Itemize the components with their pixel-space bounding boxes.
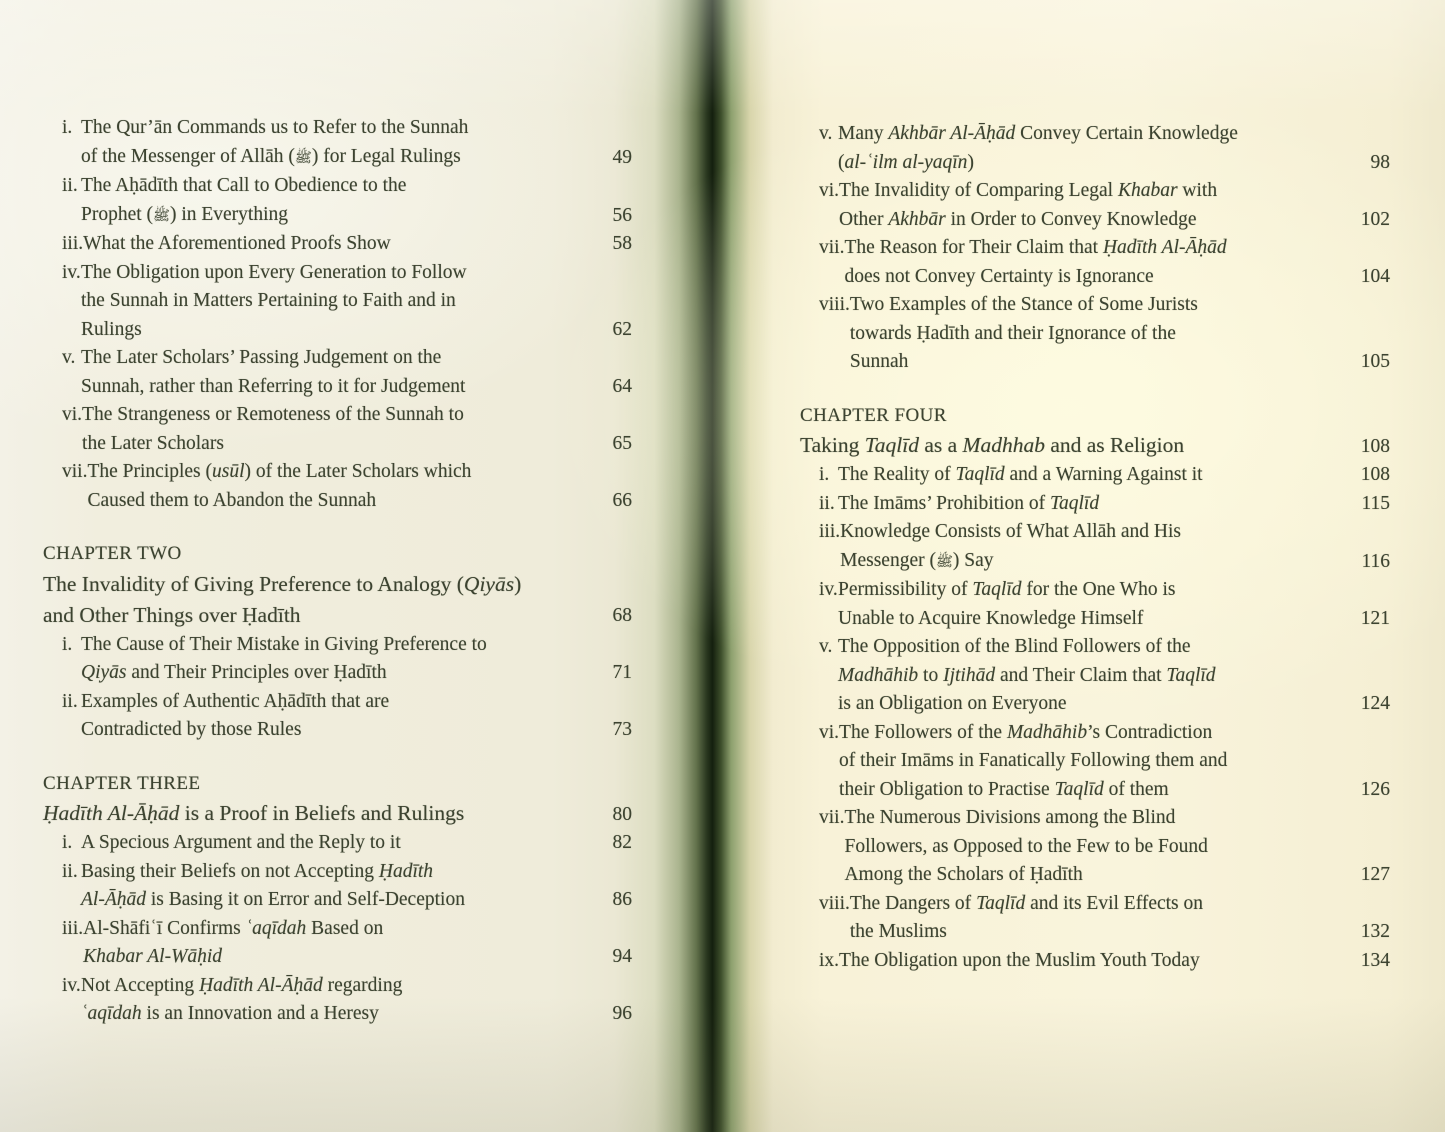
entry-roman-numeral: ii. [62, 860, 78, 882]
entry-roman-numeral: ix. [819, 949, 840, 971]
toc-entry [43, 858, 632, 915]
entry-text-line: Followers, as Opposed to the Few to be Found [844, 835, 1208, 857]
entry-text-line: Permissibility of Taqlīd for the One Who is [838, 579, 1176, 600]
transliterated-term: Akhbār Al-Āḥād [888, 123, 1016, 144]
entry-text-line: of the Messenger of Allāh (ﷺ) for Legal Rulings [81, 145, 461, 167]
toc-entry [43, 259, 632, 345]
entry-text [81, 972, 580, 1029]
toc-entry [800, 490, 1390, 519]
toc-entry [43, 344, 632, 401]
entry-text-line: towards Ḥadīth and their Ignorance of the [849, 322, 1176, 344]
entry-page-number: 62 [612, 318, 632, 340]
entry-text [838, 633, 1338, 719]
entry-text-line: Caused them to Abandon the Sunnah [87, 489, 377, 511]
transliterated-term: al-ʿilm al-yaqīn [844, 151, 968, 173]
toc-entry [800, 804, 1390, 890]
entry-text [81, 631, 580, 688]
entry-page-number: 105 [1360, 351, 1390, 372]
transliterated-term: Khabar [1117, 180, 1178, 201]
entry-text-line: The Cause of Their Mistake in Giving Preference to [81, 633, 487, 655]
transliterated-term: Ḥadīth Al-Āḥād [1102, 237, 1227, 258]
entry-roman-numeral: ii. [62, 175, 78, 196]
entry-text-line: The Reality of Taqlīd and a Warning Against it [838, 464, 1203, 485]
entry-text-line: Ḥadīth Al-Āḥād is a Proof in Beliefs and Rulings [43, 801, 465, 825]
entry-page-number: 68 [612, 605, 632, 626]
entry-text-line: Madhāhib to Ijtihād and Their Claim that Taqlīd [838, 664, 1216, 686]
entry-text [43, 798, 580, 829]
transliterated-term: Ḥadīth Al-Āḥād [43, 801, 180, 825]
entry-text-line: The Obligation upon Every Generation to Follow [81, 261, 467, 283]
entry-text-line: of their Imāms in Fanatically Following them and [839, 750, 1228, 771]
toc-entry [43, 172, 632, 230]
entry-page-number: 66 [612, 489, 632, 511]
right-page-toc [800, 120, 1390, 975]
entry-text-line: ʿaqīdah is an Innovation and a Heresy [81, 1003, 379, 1024]
toc-entry [800, 234, 1390, 291]
entry-page-number: 115 [1361, 492, 1390, 514]
entry-text [43, 569, 580, 631]
entry-roman-numeral: v. [819, 636, 833, 657]
entry-page-number: 132 [1360, 921, 1390, 942]
entry-text-line: Contradicted by those Rules [81, 719, 302, 740]
entry-page-number: 124 [1360, 693, 1390, 714]
toc-entry [800, 719, 1390, 805]
left-page-toc [43, 114, 632, 1029]
entry-text-line: The Invalidity of Comparing Legal Khabar with [839, 180, 1218, 201]
entry-text-line: Sunnah [849, 351, 909, 372]
entry-roman-numeral: ii. [62, 690, 78, 712]
entry-text [81, 259, 580, 345]
entry-text [850, 291, 1338, 377]
entry-text-line: Prophet (ﷺ) in Everything [81, 203, 289, 225]
toc-entry [800, 461, 1390, 490]
entry-page-number: 49 [612, 146, 632, 168]
entry-text [850, 890, 1338, 947]
entry-text-line: Basing their Beliefs on not Accepting Ḥadīth [81, 860, 434, 882]
entry-text-line: the Sunnah in Matters Pertaining to Faith and in [81, 290, 456, 311]
entry-text-line: Many Akhbār Al-Āḥād Convey Certain Knowledge [838, 123, 1238, 144]
toc-section [43, 770, 632, 1029]
entry-text-line: A Specious Argument and the Reply to it [81, 832, 401, 853]
entry-text-line: What the Aforementioned Proofs Show [83, 233, 391, 254]
entry-text [838, 576, 1338, 633]
transliterated-term: Taqlīd [864, 433, 919, 457]
toc-entry [43, 114, 632, 172]
entry-page-number: 108 [1360, 435, 1390, 457]
toc-entry [43, 631, 632, 688]
entry-text [838, 490, 1338, 519]
honorific-symbol: ﷺ [153, 207, 170, 224]
entry-text-line: Unable to Acquire Knowledge Himself [838, 607, 1144, 629]
entry-roman-numeral: iv. [62, 974, 81, 996]
toc-entry [43, 915, 632, 972]
entry-roman-numeral: ii. [819, 492, 835, 514]
entry-text-line: The Obligation upon the Muslim Youth Today [839, 949, 1200, 971]
transliterated-term: Madhāhib [1006, 721, 1088, 743]
entry-text-line: Among the Scholars of Ḥadīth [844, 864, 1083, 885]
transliterated-term: Qiyās [81, 662, 127, 683]
transliterated-term: Akhbār [888, 208, 946, 230]
toc-entry [800, 518, 1390, 576]
entry-page-number: 73 [612, 719, 632, 740]
entry-page-number: 58 [612, 233, 632, 254]
entry-text-line: Messenger (ﷺ) Say [840, 549, 994, 571]
entry-text [838, 461, 1338, 490]
entry-text [844, 234, 1338, 291]
entry-text-line: does not Convey Certainty is Ignorance [844, 265, 1154, 287]
entry-roman-numeral: i. [819, 464, 830, 485]
entry-roman-numeral: vii. [819, 237, 845, 258]
entry-page-number: 102 [1360, 208, 1390, 230]
toc-entry [43, 688, 632, 745]
entry-roman-numeral: viii. [819, 892, 850, 914]
transliterated-term: Taqlīd [1049, 492, 1100, 514]
entry-text-line: Examples of Authentic Aḥādīth that are [81, 690, 390, 712]
transliterated-term: Khabar Al-Wāḥid [83, 946, 222, 967]
entry-page-number: 127 [1360, 864, 1390, 885]
transliterated-term: Ḥadīth [378, 860, 434, 882]
entry-roman-numeral: v. [62, 347, 76, 368]
entry-roman-numeral: i. [62, 832, 73, 853]
toc-entry [800, 120, 1390, 177]
chapter-heading: CHAPTER THREE [43, 772, 201, 794]
entry-text-line: (al-ʿilm al-yaqīn) [838, 151, 974, 173]
toc-entry [800, 576, 1390, 633]
entry-text [81, 688, 580, 745]
entry-text-line: The Invalidity of Giving Preference to Analogy (Qiyās) [43, 571, 522, 596]
toc-entry [43, 230, 632, 259]
entry-text-line: The Reason for Their Claim that Ḥadīth Al-Āḥād [844, 237, 1227, 258]
entry-page-number: 108 [1360, 464, 1390, 485]
entry-text-line: Qiyās and Their Principles over Ḥadīth [81, 662, 387, 683]
transliterated-term: usūl [212, 461, 245, 482]
entry-page-number: 86 [612, 889, 632, 910]
transliterated-term: Taqlīd [976, 892, 1026, 914]
entry-text-line: is an Obligation on Everyone [838, 693, 1067, 714]
entry-roman-numeral: iii. [62, 233, 84, 254]
chapter-title-entry [800, 430, 1390, 461]
transliterated-term: Madhāhib [838, 664, 919, 686]
entry-text-line: their Obligation to Practise Taqlīd of them [839, 778, 1169, 800]
entry-page-number: 80 [612, 803, 632, 825]
entry-text [839, 719, 1338, 805]
entry-text-line: Other Akhbār in Order to Convey Knowledge [839, 208, 1197, 230]
toc-entry [43, 458, 632, 515]
entry-page-number: 82 [612, 832, 632, 853]
entry-text-line: The Followers of the Madhāhib’s Contradiction [839, 721, 1213, 743]
entry-text-line: Knowledge Consists of What Allāh and His [840, 521, 1182, 542]
entry-text [839, 177, 1338, 234]
entry-text-line: Two Examples of the Stance of Some Jurists [849, 294, 1198, 315]
entry-page-number: 134 [1360, 949, 1390, 971]
entry-page-number: 116 [1361, 550, 1390, 572]
entry-text-line: The Dangers of Taqlīd and its Evil Effects on [849, 892, 1204, 914]
entry-text-line: Al-Āḥād is Basing it on Error and Self-Deception [81, 889, 465, 910]
entry-text-line: The Qur’ān Commands us to Refer to the Sunnah [81, 117, 469, 138]
entry-roman-numeral: iii. [62, 917, 84, 939]
entry-text [840, 518, 1338, 576]
transliterated-term: Taqlīd [1166, 664, 1216, 686]
transliterated-term: Taqlīd [955, 464, 1005, 485]
entry-roman-numeral: vii. [62, 461, 88, 482]
entry-page-number: 104 [1360, 265, 1390, 287]
chapter-heading: CHAPTER FOUR [800, 404, 947, 426]
entry-roman-numeral: i. [62, 633, 73, 655]
honorific-symbol: ﷺ [935, 553, 953, 570]
entry-roman-numeral: iv. [62, 261, 81, 283]
transliterated-term: Qiyās [463, 571, 515, 596]
entry-text-line: The Principles (usūl) of the Later Scholars which [87, 461, 472, 482]
entry-roman-numeral: iii. [819, 521, 841, 542]
chapter-title-entry [43, 798, 632, 829]
transliterated-term: Taqlīd [972, 579, 1022, 600]
toc-section [43, 114, 632, 515]
entry-text-line [83, 943, 580, 972]
toc-entry [800, 291, 1390, 377]
transliterated-term: ʿaqīdah [245, 917, 307, 939]
toc-entry [43, 401, 632, 458]
entry-text [81, 829, 580, 858]
entry-text [839, 947, 1338, 976]
entry-page-number: 121 [1360, 607, 1390, 629]
entry-text [83, 915, 580, 972]
toc-entry [800, 890, 1390, 947]
entry-text [81, 114, 580, 172]
entry-text [82, 401, 580, 458]
chapter-title-entry [43, 569, 632, 631]
entry-text [81, 172, 580, 230]
entry-roman-numeral: i. [62, 117, 73, 138]
toc-entry [800, 177, 1390, 234]
entry-text-line: The Aḥādīth that Call to Obedience to the [81, 175, 407, 196]
entry-text-line: The Later Scholars’ Passing Judgement on the [81, 347, 442, 368]
toc-entry [800, 633, 1390, 719]
entry-roman-numeral: vii. [819, 807, 845, 828]
entry-text-line: Rulings [81, 318, 142, 340]
entry-text-line: Not Accepting Ḥadīth Al-Āḥād regarding [81, 974, 403, 996]
entry-text-line: The Strangeness or Remoteness of the Sunnah to [82, 404, 464, 425]
entry-roman-numeral: v. [819, 123, 833, 144]
toc-section [800, 120, 1390, 377]
entry-text [800, 430, 1338, 461]
entry-roman-numeral: vi. [819, 721, 840, 743]
entry-text [83, 230, 580, 259]
toc-entry [43, 829, 632, 858]
transliterated-term: Ḥadīth Al-Āḥād [199, 974, 323, 996]
entry-text [87, 458, 580, 515]
entry-page-number: 56 [612, 204, 632, 226]
entry-text-line: Sunnah, rather than Referring to it for Judgement [81, 375, 466, 397]
entry-page-number: 96 [612, 1003, 632, 1024]
entry-roman-numeral: vi. [62, 404, 83, 425]
entry-page-number: 71 [612, 662, 632, 683]
entry-text-line: The Imāms’ Prohibition of Taqlīd [838, 492, 1100, 514]
entry-page-number: 64 [612, 375, 632, 397]
entry-page-number: 126 [1360, 778, 1390, 800]
transliterated-term: Madhhab [962, 433, 1045, 457]
transliterated-term: Al-Āḥād [81, 889, 146, 910]
entry-page-number: 98 [1370, 151, 1390, 173]
entry-text-line: The Numerous Divisions among the Blind [844, 807, 1176, 828]
entry-page-number: 94 [612, 946, 632, 967]
entry-page-number: 65 [612, 432, 632, 454]
chapter-heading: CHAPTER TWO [43, 543, 182, 564]
entry-text-line: The Opposition of the Blind Followers of the [838, 636, 1191, 657]
transliterated-term: ʿaqīdah [81, 1003, 142, 1024]
entry-text [81, 858, 580, 915]
entry-text-line: Taking Taqlīd as a Madhhab and as Religion [800, 433, 1185, 457]
honorific-symbol: ﷺ [294, 149, 312, 166]
entry-roman-numeral: vi. [819, 180, 840, 201]
entry-text [844, 804, 1338, 890]
entry-roman-numeral: iv. [819, 579, 838, 600]
entry-text [81, 344, 580, 401]
toc-section [800, 402, 1390, 976]
entry-text-line: the Muslims [849, 921, 947, 942]
entry-text-line: the Later Scholars [82, 432, 224, 454]
toc-section [43, 540, 632, 745]
transliterated-term: Taqlīd [1054, 778, 1104, 800]
entry-text-line: and Other Things over Ḥadīth [43, 602, 301, 627]
entry-text-line: Al-Shāfiʿī Confirms ʿaqīdah Based on [83, 917, 384, 939]
toc-entry [43, 972, 632, 1029]
transliterated-term: Ijtihād [943, 664, 996, 686]
entry-roman-numeral: viii. [819, 294, 850, 315]
entry-text [838, 120, 1338, 177]
toc-entry [800, 947, 1390, 976]
